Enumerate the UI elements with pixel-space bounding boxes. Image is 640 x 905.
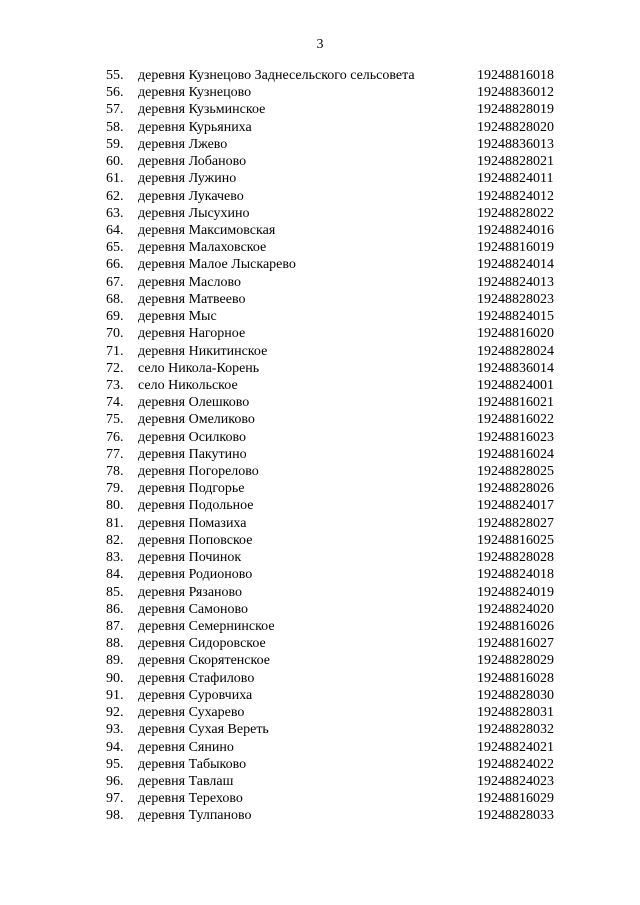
list-item: [0, 584, 640, 601]
item-number: 56.: [106, 85, 124, 101]
settlement-code: 19248824020: [477, 601, 554, 617]
list-item: [0, 497, 640, 514]
list-item: [0, 411, 640, 428]
list-item: [0, 446, 640, 463]
item-number: 75.: [106, 412, 124, 428]
list-item: [0, 773, 640, 790]
settlement-name: деревня Стафилово: [138, 670, 255, 686]
settlement-name: деревня Лужино: [138, 171, 237, 187]
item-number: 72.: [106, 360, 124, 376]
settlement-name: село Никольское: [138, 377, 238, 393]
list-item: [0, 463, 640, 480]
item-number: 67.: [106, 274, 124, 290]
item-number: 91.: [106, 687, 124, 703]
list-item: [0, 670, 640, 687]
item-number: 95.: [106, 756, 124, 772]
list-item: [0, 549, 640, 566]
settlement-code: 19248828032: [477, 722, 554, 738]
settlement-name: деревня Мыс: [138, 309, 217, 325]
settlement-code: 19248824011: [477, 171, 554, 187]
list-item: [0, 739, 640, 756]
settlement-code: 19248828025: [477, 464, 554, 480]
list-item: [0, 239, 640, 256]
settlement-name: деревня Маслово: [138, 274, 241, 290]
list-item: [0, 687, 640, 704]
settlement-code: 19248824017: [477, 498, 554, 514]
item-number: 86.: [106, 601, 124, 617]
settlement-name: деревня Скорятенское: [138, 653, 270, 669]
settlement-name: деревня Лукачево: [138, 188, 244, 204]
item-number: 62.: [106, 188, 124, 204]
item-number: 81.: [106, 515, 124, 531]
settlement-code: 19248836012: [477, 85, 554, 101]
list-item: [0, 807, 640, 824]
settlement-code: 19248824019: [477, 584, 554, 600]
page-number: 3: [316, 37, 324, 52]
list-item: [0, 377, 640, 394]
item-number: 78.: [106, 464, 124, 480]
settlement-name: деревня Лжево: [138, 136, 228, 152]
settlement-name: деревня Сянино: [138, 739, 234, 755]
settlement-code: 19248816019: [477, 240, 554, 256]
item-number: 65.: [106, 240, 124, 256]
list-item: [0, 153, 640, 170]
item-number: 77.: [106, 446, 124, 462]
settlement-name: деревня Тулпаново: [138, 808, 252, 824]
list-item: [0, 756, 640, 773]
settlement-name: деревня Родионово: [138, 567, 253, 583]
list-item: [0, 394, 640, 411]
settlement-code: 19248828027: [477, 515, 554, 531]
list-item: [0, 222, 640, 239]
list-item: [0, 205, 640, 222]
settlement-name: деревня Подгорье: [138, 481, 245, 497]
list-item: [0, 256, 640, 273]
settlement-name: деревня Погорелово: [138, 464, 259, 480]
settlement-name: деревня Поповское: [138, 532, 253, 548]
list-item: [0, 635, 640, 652]
settlement-code: 19248828029: [477, 653, 554, 669]
item-number: 94.: [106, 739, 124, 755]
item-number: 92.: [106, 705, 124, 721]
item-number: 60.: [106, 154, 124, 170]
settlement-code: 19248816027: [477, 636, 554, 652]
settlement-name: деревня Сухарево: [138, 705, 245, 721]
settlement-name: село Никола-Корень: [138, 360, 260, 376]
settlement-code: 19248816018: [477, 68, 554, 83]
settlement-code: 19248828020: [477, 119, 554, 135]
settlement-name: деревня Курьяниха: [138, 119, 252, 135]
list-item: [0, 119, 640, 136]
settlement-code: 19248824018: [477, 567, 554, 583]
settlement-code: 19248824012: [477, 188, 554, 204]
item-number: 89.: [106, 653, 124, 669]
list-item: [0, 360, 640, 377]
settlement-code: 19248836014: [477, 360, 554, 376]
settlement-name: деревня Тавлаш: [138, 773, 234, 789]
settlement-name: деревня Кузнецово Заднесельского сельсовета: [138, 68, 415, 83]
item-number: 84.: [106, 567, 124, 583]
list-item: [0, 136, 640, 153]
settlement-name: деревня Помазиха: [138, 515, 247, 531]
list-item: [0, 67, 640, 84]
list-item: [0, 532, 640, 549]
item-number: 80.: [106, 498, 124, 514]
settlement-name: деревня Рязаново: [138, 584, 243, 600]
settlement-code: 19248828031: [477, 705, 554, 721]
list-item: [0, 480, 640, 497]
item-number: 76.: [106, 429, 124, 445]
item-number: 73.: [106, 377, 124, 393]
settlement-name: деревня Подольное: [138, 498, 254, 514]
settlement-code: 19248828022: [477, 205, 554, 221]
item-number: 71.: [106, 343, 124, 359]
settlement-code: 19248828023: [477, 291, 554, 307]
item-number: 63.: [106, 205, 124, 221]
settlement-name: деревня Сухая Вереть: [138, 722, 269, 738]
list-item: [0, 790, 640, 807]
settlement-name: деревня Кузьминское: [138, 102, 266, 118]
settlement-code: 19248816020: [477, 326, 554, 342]
settlement-name: деревня Лысухино: [138, 205, 250, 221]
item-number: 90.: [106, 670, 124, 686]
settlement-list: [0, 67, 640, 825]
item-number: 66.: [106, 257, 124, 273]
list-item: [0, 170, 640, 187]
item-number: 87.: [106, 619, 124, 634]
settlement-name: деревня Малое Лыскарево: [138, 257, 296, 273]
item-number: 79.: [106, 481, 124, 497]
list-item: [0, 291, 640, 308]
settlement-code: 19248828030: [477, 687, 554, 703]
item-number: 59.: [106, 136, 124, 152]
item-number: 70.: [106, 326, 124, 342]
item-number: 68.: [106, 291, 124, 307]
settlement-name: деревня Малаховское: [138, 240, 267, 256]
item-number: 55.: [106, 68, 124, 83]
settlement-name: деревня Олешково: [138, 395, 250, 411]
settlement-name: деревня Никитинское: [138, 343, 268, 359]
item-number: 82.: [106, 532, 124, 548]
settlement-code: 19248828019: [477, 102, 554, 118]
item-number: 85.: [106, 584, 124, 600]
list-item: [0, 515, 640, 532]
settlement-code: 19248824022: [477, 756, 554, 772]
settlement-name: деревня Матвеево: [138, 291, 246, 307]
item-number: 64.: [106, 222, 124, 238]
settlement-code: 19248824023: [477, 773, 554, 789]
settlement-code: 19248824015: [477, 309, 554, 325]
list-item: [0, 274, 640, 291]
settlement-code: 19248828033: [477, 808, 554, 824]
settlement-name: деревня Осилково: [138, 429, 247, 445]
item-number: 69.: [106, 309, 124, 325]
settlement-code: 19248824014: [477, 257, 554, 273]
settlement-code: 19248816022: [477, 412, 554, 428]
settlement-name: деревня Суровчиха: [138, 687, 253, 703]
item-number: 83.: [106, 550, 124, 566]
settlement-code: 19248816026: [477, 619, 554, 634]
settlement-code: 19248836013: [477, 136, 554, 152]
settlement-code: 19248816025: [477, 532, 554, 548]
settlement-code: 19248828021: [477, 154, 554, 170]
settlement-name: деревня Сидоровское: [138, 636, 266, 652]
settlement-code: 19248824001: [477, 377, 554, 393]
list-item: [0, 721, 640, 738]
item-number: 57.: [106, 102, 124, 118]
item-number: 58.: [106, 119, 124, 135]
list-item: [0, 343, 640, 360]
list-item: [0, 308, 640, 325]
item-number: 74.: [106, 395, 124, 411]
settlement-name: деревня Табыково: [138, 756, 247, 772]
settlement-code: 19248816021: [477, 395, 554, 411]
settlement-code: 19248816029: [477, 791, 554, 807]
list-item: [0, 566, 640, 583]
settlement-name: деревня Кузнецово: [138, 85, 252, 101]
settlement-name: деревня Максимовская: [138, 222, 276, 238]
settlement-name: деревня Нагорное: [138, 326, 246, 342]
list-item: [0, 618, 640, 635]
list-item: [0, 652, 640, 669]
settlement-code: 19248828028: [477, 550, 554, 566]
item-number: 88.: [106, 636, 124, 652]
list-item: [0, 704, 640, 721]
list-item: [0, 84, 640, 101]
settlement-code: 19248816028: [477, 670, 554, 686]
item-number: 61.: [106, 171, 124, 187]
settlement-name: деревня Починок: [138, 550, 242, 566]
settlement-code: 19248824016: [477, 222, 554, 238]
settlement-code: 19248828024: [477, 343, 554, 359]
list-item: [0, 429, 640, 446]
settlement-code: 19248824021: [477, 739, 554, 755]
list-item: [0, 188, 640, 205]
settlement-name: деревня Терехово: [138, 791, 243, 807]
item-number: 97.: [106, 791, 124, 807]
settlement-name: деревня Лобаново: [138, 154, 247, 170]
list-item: [0, 101, 640, 118]
settlement-name: деревня Самоново: [138, 601, 249, 617]
settlement-name: деревня Семернинское: [138, 619, 275, 634]
settlement-name: деревня Пакутино: [138, 446, 247, 462]
item-number: 93.: [106, 722, 124, 738]
settlement-code: 19248816023: [477, 429, 554, 445]
settlement-code: 19248828026: [477, 481, 554, 497]
list-item: [0, 325, 640, 342]
settlement-code: 19248816024: [477, 446, 554, 462]
item-number: 98.: [106, 808, 124, 824]
list-item: [0, 601, 640, 618]
settlement-name: деревня Омеликово: [138, 412, 255, 428]
item-number: 96.: [106, 773, 124, 789]
settlement-code: 19248824013: [477, 274, 554, 290]
